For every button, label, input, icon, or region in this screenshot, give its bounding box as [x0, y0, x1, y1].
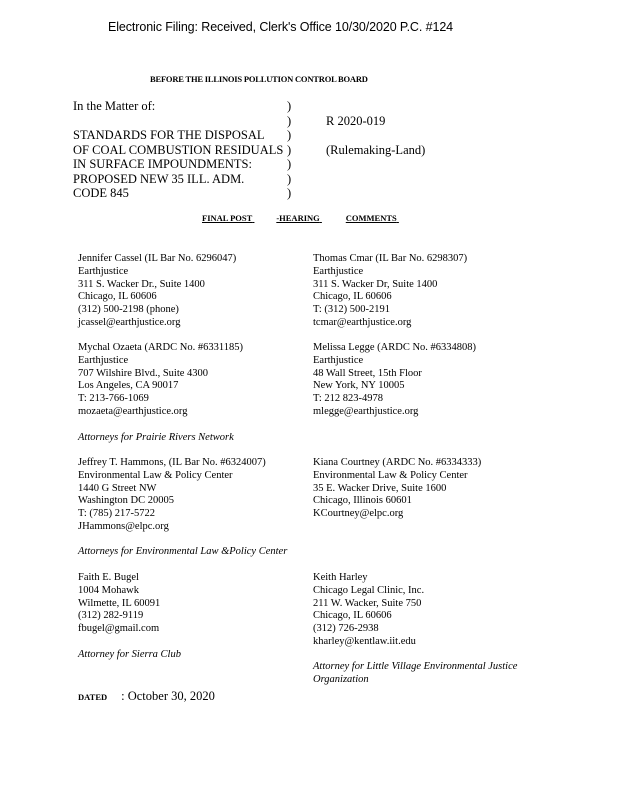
caption-paren: ) [287, 171, 292, 186]
attorney-line: Chicago, IL 60606 [313, 291, 392, 303]
title-part: FINAL POST [202, 213, 253, 223]
board-heading: BEFORE THE ILLINOIS POLLUTION CONTROL BOARD [150, 74, 368, 84]
caption-line: CODE 845 [73, 186, 129, 200]
caption-line: PROPOSED NEW 35 ILL. ADM. [73, 171, 245, 186]
attorney-line: 48 Wall Street, 15th Floor [313, 367, 422, 379]
lvej-label-line: Organization [313, 674, 369, 685]
attorney-line: Environmental Law & Policy Center [78, 469, 233, 481]
attorney-cassel [78, 253, 236, 330]
prn-attorneys-label: Attorneys for Prairie Rivers Network [78, 432, 234, 443]
title-part: -HEARING [276, 213, 320, 223]
lvej-attorney-label [313, 660, 517, 686]
caption-line: In the Matter of: [73, 99, 156, 113]
attorney-line: Mychal Ozaeta (ARDC No. #6331185) [78, 342, 243, 353]
caption-paren: ) [287, 186, 292, 200]
attorney-line: Chicago Legal Clinic, Inc. [313, 584, 425, 596]
dated-line [78, 687, 215, 705]
filing-stamp: Electronic Filing: Received, Clerk's Office 10/30/2020 P.C. #124 [108, 20, 454, 34]
caption-paren: ) [287, 128, 292, 142]
attorney-line: Earthjustice [78, 265, 129, 277]
attorney-line: T: 212 823-4978 [313, 393, 384, 405]
attorney-line: New York, NY 10005 [313, 380, 405, 392]
attorney-line: Faith E. Bugel [78, 572, 139, 583]
caption-matter [73, 99, 283, 201]
sierra-attorney-label: Attorney for Sierra Club [78, 649, 181, 660]
caption-paren: ) [287, 142, 292, 157]
attorney-line: 211 W. Wacker, Suite 750 [313, 597, 422, 609]
attorney-line: 311 S. Wacker Dr, Suite 1400 [313, 278, 438, 290]
dated-label: DATED [78, 692, 108, 702]
attorney-line: T: (312) 500-2191 [313, 304, 391, 316]
docket-type: (Rulemaking-Land) [326, 143, 426, 157]
attorney-line: Chicago, IL 60606 [313, 610, 392, 622]
attorney-line: Kiana Courtney (ARDC No. #6334333) [313, 457, 482, 468]
attorney-line: Wilmette, IL 60091 [78, 597, 161, 609]
attorney-line: 1004 Mohawk [78, 584, 139, 596]
attorney-line: Thomas Cmar (IL Bar No. 6298307) [313, 253, 468, 264]
dated-value: : October 30, 2020 [121, 689, 215, 703]
caption-line: IN SURFACE IMPOUNDMENTS: [73, 157, 252, 171]
attorney-line: Los Angeles, CA 90017 [78, 380, 179, 392]
attorney-line: 1440 G Street NW [78, 482, 157, 494]
attorney-email: kharley@kentlaw.iit.edu [313, 635, 416, 647]
attorney-email: mlegge@earthjustice.org [313, 405, 419, 417]
attorney-courtney [313, 457, 481, 521]
attorney-line: Chicago, Illinois 60601 [313, 495, 412, 507]
caption-paren: ) [287, 99, 292, 113]
docket-number: R 2020-019 [326, 114, 386, 128]
attorney-line: T: 213-766-1069 [78, 393, 149, 405]
document-title [202, 213, 423, 223]
attorney-line: T: (785) 217-5722 [78, 508, 156, 520]
caption-paren: ) [287, 113, 292, 128]
attorney-line: (312) 726-2938 [313, 623, 379, 635]
attorney-bugel [78, 572, 160, 636]
attorney-line: Washington DC 20005 [78, 495, 174, 507]
attorney-line: (312) 282-9119 [78, 610, 144, 622]
attorney-line: Environmental Law & Policy Center [313, 469, 468, 481]
attorney-line: Earthjustice [313, 354, 364, 366]
attorney-ozaeta [78, 342, 243, 419]
attorney-email: fbugel@gmail.com [78, 623, 160, 635]
attorney-legge [313, 342, 476, 419]
title-part: COMMENTS [345, 213, 397, 223]
attorney-line: Keith Harley [313, 572, 368, 583]
attorney-line: Earthjustice [78, 354, 129, 366]
attorney-email: tcmar@earthjustice.org [313, 316, 412, 328]
lvej-label-line: Attorney for Little Village Environmental Justice [313, 661, 518, 672]
attorney-line: 35 E. Wacker Drive, Suite 1600 [313, 482, 447, 494]
attorney-line: Jeffrey T. Hammons, (IL Bar No. #6324007) [78, 457, 266, 468]
attorney-line: Jennifer Cassel (IL Bar No. 6296047) [78, 253, 237, 264]
attorney-line: Chicago, IL 60606 [78, 291, 157, 303]
caption-paren: ) [287, 157, 292, 171]
caption-line: OF COAL COMBUSTION RESIDUALS [73, 142, 284, 157]
attorney-line: (312) 500-2198 (phone) [78, 304, 179, 316]
attorney-email: JHammons@elpc.org [78, 520, 169, 532]
elpc-attorneys-label: Attorneys for Environmental Law &Policy Center [78, 546, 288, 557]
attorney-line: 311 S. Wacker Dr., Suite 1400 [78, 278, 205, 290]
caption-line [73, 114, 283, 129]
caption-parens [287, 99, 291, 201]
attorney-cmar [313, 253, 467, 330]
attorney-email: mozaeta@earthjustice.org [78, 405, 188, 417]
attorney-line: Melissa Legge (ARDC No. #6334808) [313, 342, 477, 353]
attorney-harley [313, 572, 424, 649]
attorney-email: KCourtney@elpc.org [313, 508, 404, 520]
caption-line: STANDARDS FOR THE DISPOSAL [73, 128, 265, 142]
attorney-email: jcassel@earthjustice.org [78, 316, 181, 328]
attorney-hammons [78, 457, 266, 534]
attorney-line: Earthjustice [313, 265, 364, 277]
attorney-line: 707 Wilshire Blvd., Suite 4300 [78, 367, 209, 379]
